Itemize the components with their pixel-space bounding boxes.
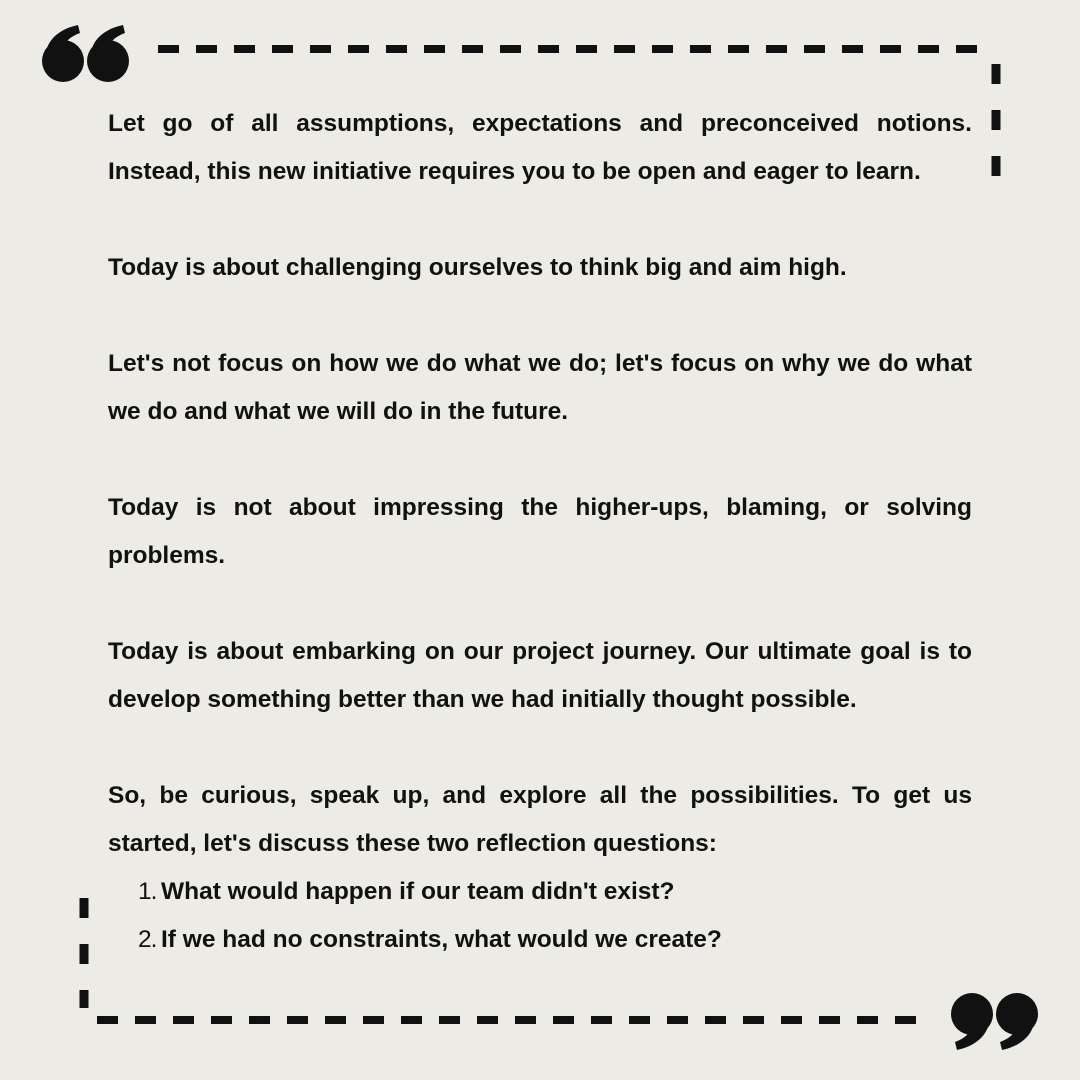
list-item-number: 2.: [138, 926, 157, 953]
list-item: [108, 868, 972, 916]
open-quote-icon: [42, 25, 129, 82]
paragraph-focus-why: Let's not focus on how we do what we do; let's focus on why we do what we do and what we will do in the future.: [108, 350, 972, 425]
paragraph-not-about: Today is not about impressing the higher-ups, blaming, or solving problems.: [108, 494, 972, 569]
paragraph-think-big: Today is about challenging ourselves to think big and aim high.: [108, 254, 847, 281]
paragraph-be-curious: So, be curious, speak up, and explore all the possibilities. To get us started, let's discuss these two reflection questions:: [108, 782, 972, 857]
paragraph-assumptions: Let go of all assumptions, expectations and preconceived notions. Instead, this new initiative requires you to be open and eager to learn.: [108, 110, 972, 185]
list-item-text: What would happen if our team didn't exist?: [161, 878, 675, 905]
quote-body: [108, 100, 972, 964]
list-item-text: If we had no constraints, what would we create?: [161, 926, 722, 953]
paragraph-project-journey: Today is about embarking on our project journey. Our ultimate goal is to develop something better than we had initially thought possible.: [108, 638, 972, 713]
list-item-number: 1.: [138, 878, 157, 905]
close-quote-icon: [951, 993, 1038, 1050]
list-item: [108, 916, 972, 964]
reflection-questions-list: [108, 868, 972, 964]
